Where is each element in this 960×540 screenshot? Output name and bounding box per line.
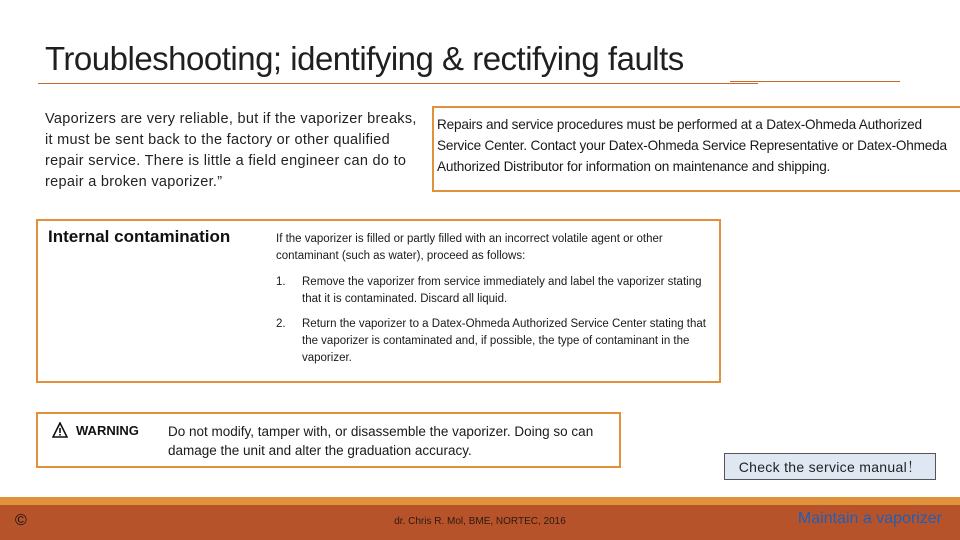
footer-bar [0,505,960,540]
warning-triangle-icon [52,422,68,438]
warning-label: WARNING [76,423,139,438]
copyright-symbol: © [15,512,27,529]
title-underline [38,83,758,84]
contamination-lead: If the vaporizer is filled or partly filled with an incorrect volatile agent or other contaminant (such as water), proceed as follows: [276,233,663,262]
intro-paragraph: Vaporizers are very reliable, but if the vaporizer breaks, it must be sent back to the factory or other qualified repair service. There is little a field engineer can do to repair a broken vaporizer.” [45,111,417,190]
footer-accent-bar [0,497,960,505]
footer-credit: dr. Chris R. Mol, BME, NORTEC, 2016 [394,516,566,527]
warning-box [36,412,621,468]
step-text: Return the vaporizer to a Datex-Ohmeda Authorized Service Center stating that the vaporizer is contaminated and, if possible, the type of contaminant in the vaporizer. [302,318,706,364]
contamination-heading: Internal contamination [48,227,231,246]
service-manual-callout: Check the service manual！ [724,453,936,480]
warning-text: Do not modify, tamper with, or disassemble the vaporizer. Doing so can damage the unit and alter the graduation accuracy. [168,424,594,458]
step-number: 1. [276,276,286,288]
repair-notice-text: Repairs and service procedures must be performed at a Datex-Ohmeda Authorized Service Center. Contact your Datex-Ohmeda Service Representative or Datex-Ohmeda Authorized Distributor for information on maintenance and shipping. [437,117,947,174]
title-underline-right [730,81,900,82]
repair-notice-box [432,106,960,192]
step-text: Remove the vaporizer from service immediately and label the vaporizer stating that it is contaminated. Discard all liquid. [302,276,702,305]
contamination-box [36,219,721,383]
slide-title: Troubleshooting; identifying & rectifying faults [45,40,684,77]
slide-tag: Maintain a vaporizer [797,510,942,527]
step-number: 2. [276,318,286,330]
